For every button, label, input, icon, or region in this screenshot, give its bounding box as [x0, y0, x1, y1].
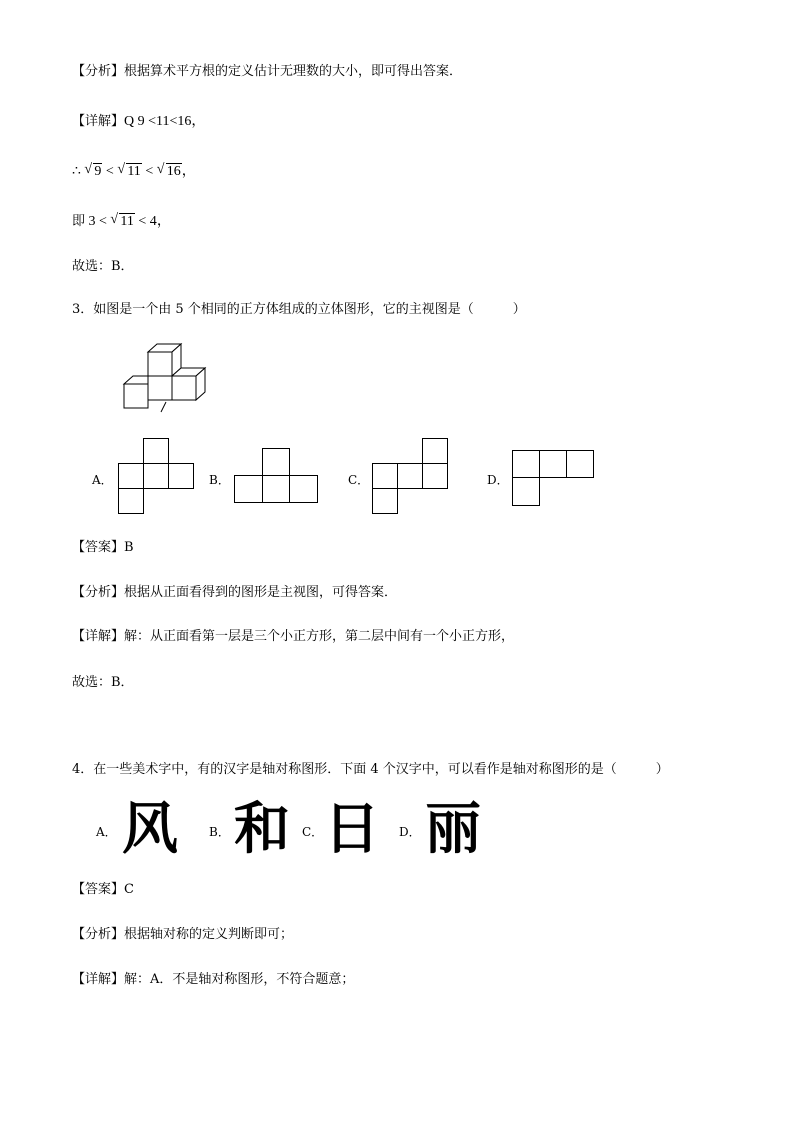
q4-option-b-label: B． [209, 825, 230, 839]
q2-detail [72, 114, 205, 130]
q4-option-d-label: D． [399, 825, 421, 839]
q3-answer: 【答案】B [72, 540, 134, 555]
q4-option-c-label: C． [302, 825, 324, 839]
q3-option-b-figure[interactable] [234, 448, 320, 504]
sqrt-9: √ 9 [84, 164, 102, 180]
q4-option-a-label: A． [96, 825, 117, 839]
q2-ji-line: 即 3 < √ 11 < 4， [72, 214, 171, 230]
q4-answer: 【答案】C [72, 882, 134, 897]
q2-sqrt-inequality: ∴ √ 9 < √ 11 < √ 16， [72, 164, 196, 180]
q3-option-c-figure[interactable] [372, 438, 450, 516]
q4-analysis: 【分析】根据轴对称的定义判断即可； [72, 927, 294, 942]
q4-option-c-char[interactable]: 日 [324, 797, 380, 862]
q3-3d-cube-figure [108, 342, 212, 414]
sqrt-16: √ 16 [157, 164, 182, 180]
q3-detail: 【详解】解：从正面看第一层是三个小正方形，第二层中间有一个小正方形， [72, 629, 515, 644]
detail-label: 【详解】 [72, 114, 125, 129]
q3-option-a-figure[interactable] [118, 438, 196, 516]
q3-option-a-label: A． [92, 473, 113, 487]
q3-choice: 故选：B． [72, 675, 134, 690]
q4-option-b-char[interactable]: 和 [234, 797, 290, 862]
sqrt-11: √ 11 [117, 164, 141, 180]
q4-stem: 4．在一些美术字中，有的汉字是轴对称图形．下面 4 个汉字中，可以看作是轴对称图形的是（ ） [72, 762, 669, 777]
q2-analysis: 【分析】根据算术平方根的定义估计无理数的大小，即可得出答案． [72, 64, 463, 79]
q3-analysis: 【分析】根据从正面看得到的图形是主视图，可得答案． [72, 585, 398, 600]
q3-stem: 3．如图是一个由 5 个相同的正方体组成的立体图形，它的主视图是（ ） [72, 302, 526, 317]
q3-option-c-label: C． [348, 473, 370, 487]
q2-choice: 故选：B． [72, 259, 134, 274]
q3-option-d-figure[interactable] [512, 450, 596, 508]
q3-option-b-label: B． [209, 473, 230, 487]
q4-detail: 【详解】解：A．不是轴对称图形，不符合题意； [72, 972, 355, 987]
therefore-symbol: ∴ [72, 164, 81, 179]
q4-option-a-char[interactable]: 风 [122, 797, 178, 862]
sqrt-11-b: √ 11 [110, 214, 134, 230]
q4-option-d-char[interactable]: 丽 [425, 797, 481, 862]
q3-option-d-label: D． [487, 473, 509, 487]
detail-expression: Q 9 <11<16， [124, 114, 206, 129]
